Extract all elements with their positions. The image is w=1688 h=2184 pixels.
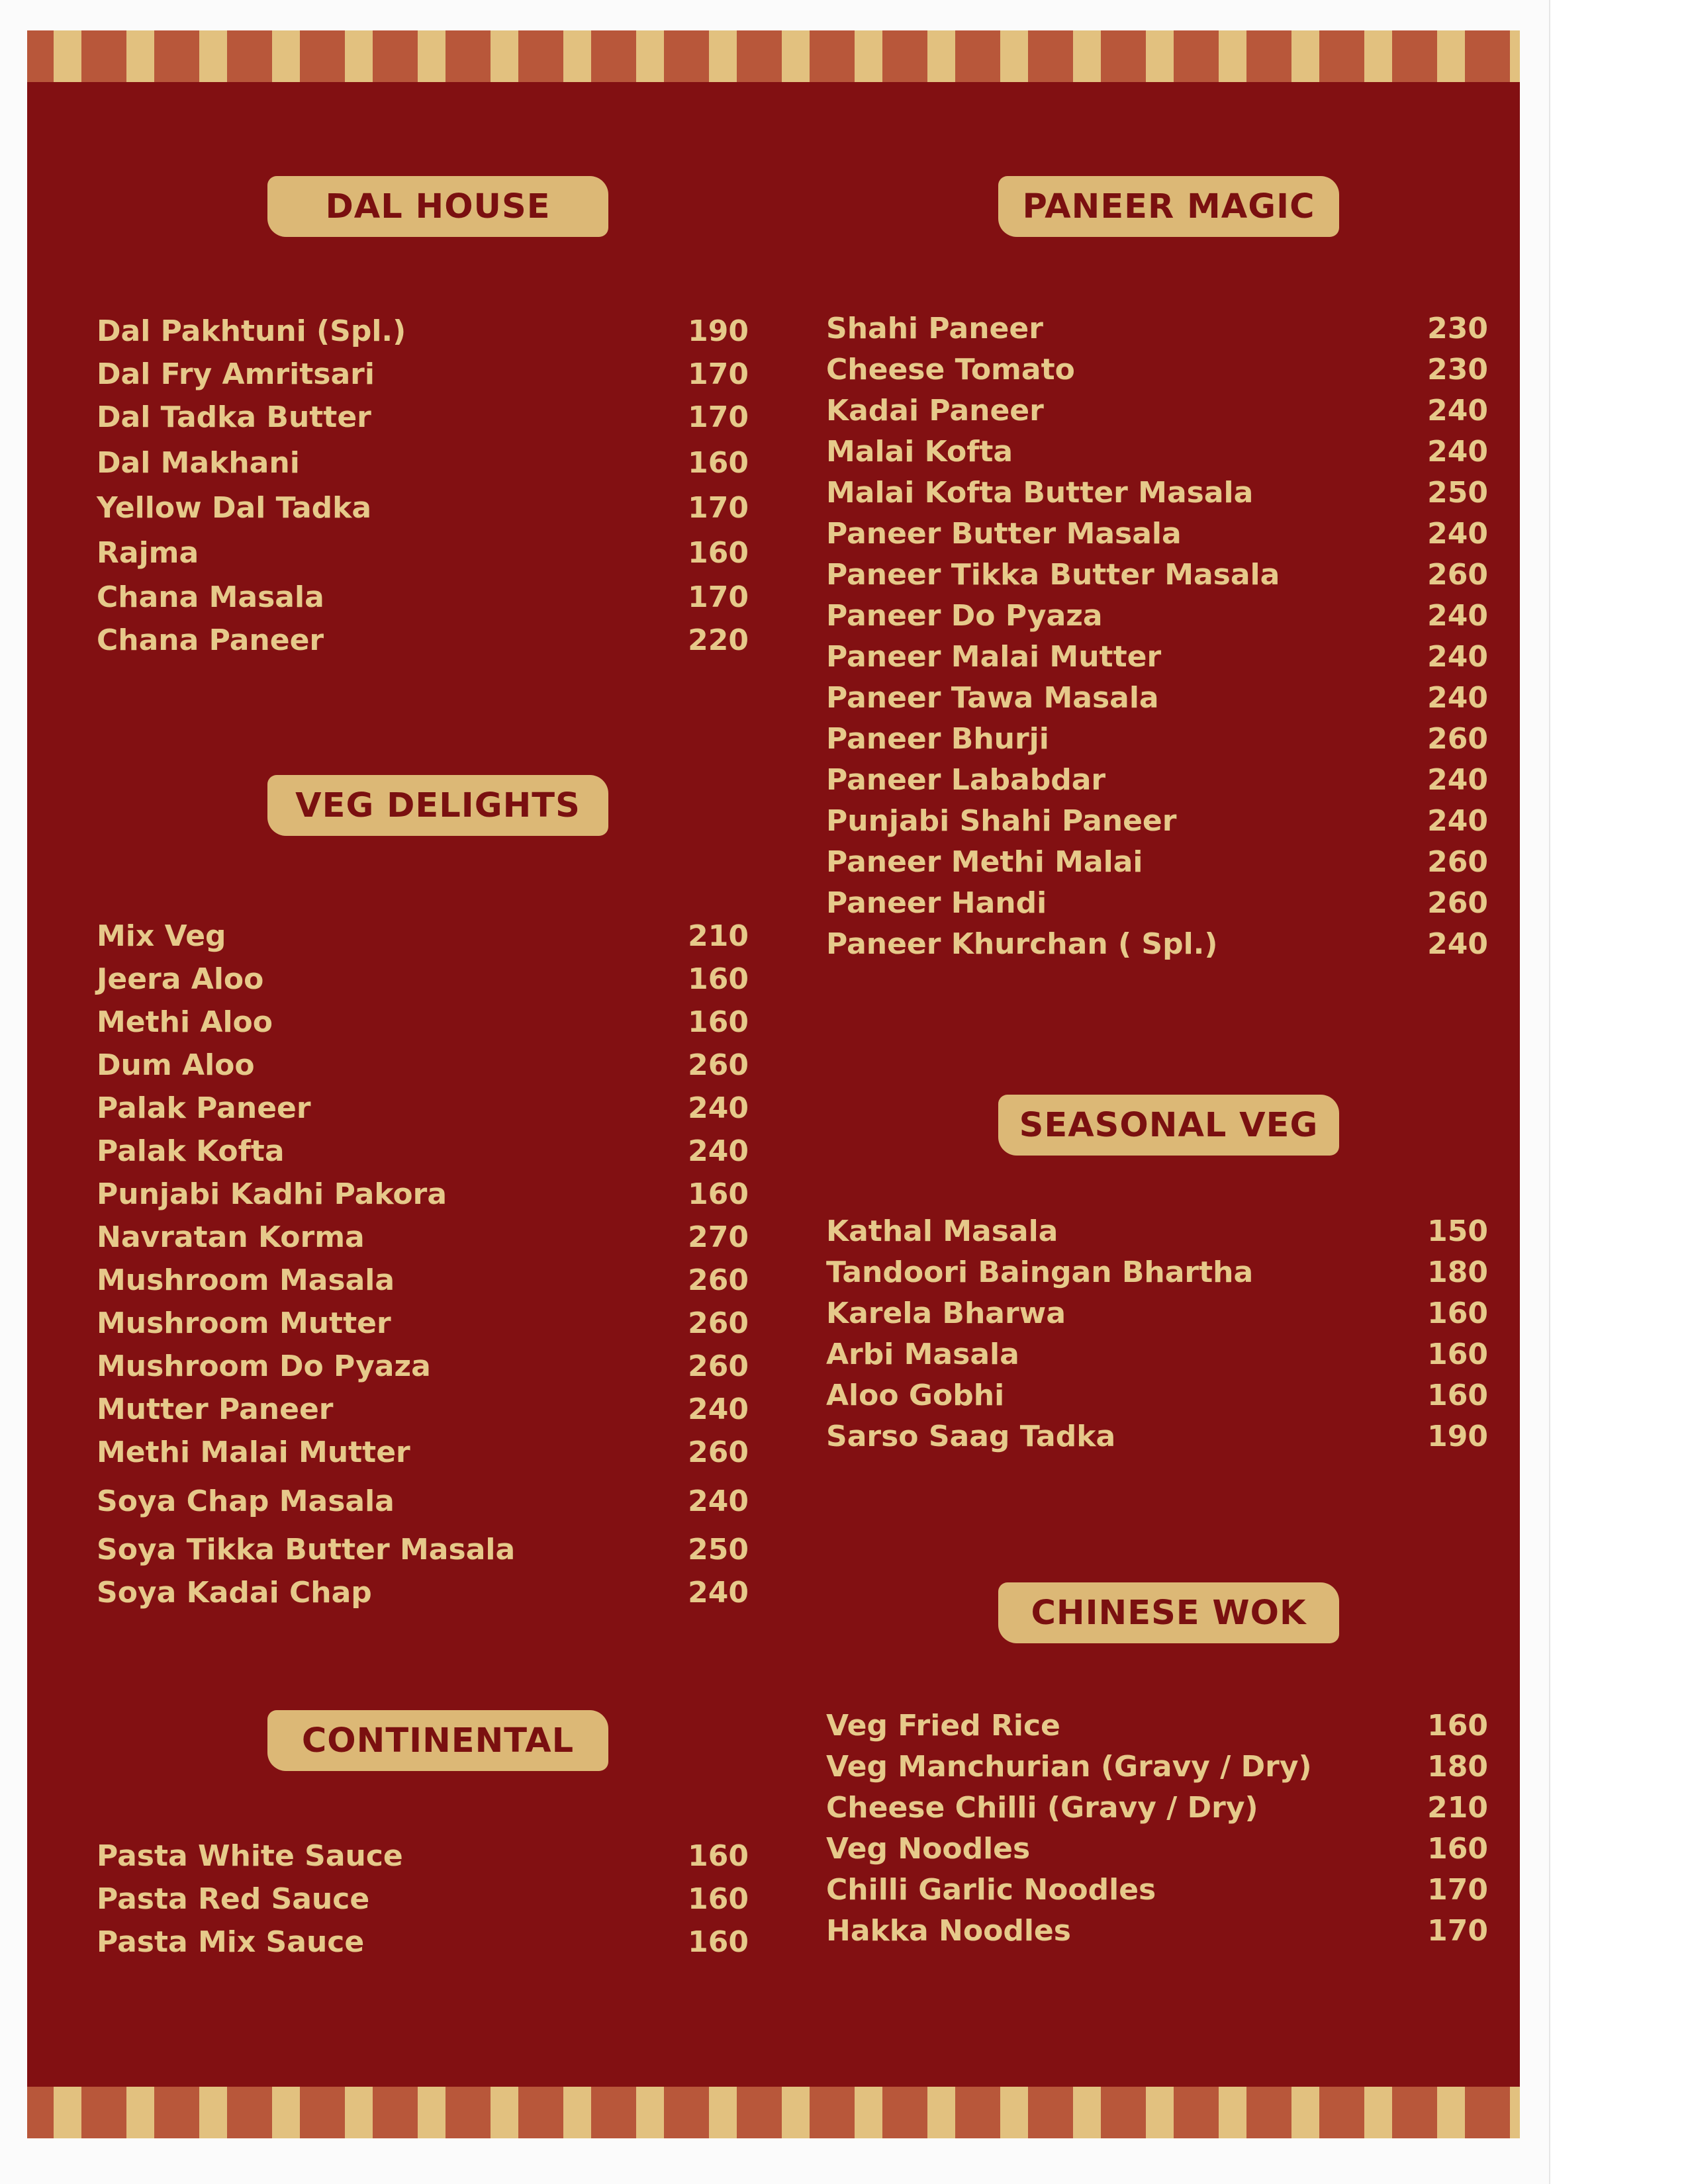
menu-item	[826, 1828, 1488, 1869]
menu-item-name: Paneer Malai Mutter	[826, 639, 1162, 674]
menu-item-name: Mix Veg	[97, 919, 226, 953]
menu-item	[826, 513, 1488, 554]
menu-item-price: 240	[1427, 598, 1488, 633]
menu-item	[97, 915, 749, 958]
menu-item-price: 170	[1427, 1872, 1488, 1907]
menu-item	[97, 1878, 749, 1921]
item-list	[826, 1705, 1488, 1951]
menu-item-name: Veg Fried Rice	[826, 1708, 1060, 1743]
menu-item	[826, 882, 1488, 923]
menu-item	[826, 1334, 1488, 1375]
menu-item-name: Punjabi Kadhi Pakora	[97, 1177, 447, 1211]
section-title: DAL HOUSE	[267, 176, 608, 237]
menu-item-name: Karela Bharwa	[826, 1296, 1066, 1330]
menu-item-name: Veg Manchurian (Gravy / Dry)	[826, 1749, 1312, 1784]
menu-item-name: Pasta White Sauce	[97, 1839, 403, 1873]
menu-item	[826, 1293, 1488, 1334]
menu-item	[97, 1302, 749, 1345]
menu-item-name: Jeera Aloo	[97, 962, 264, 996]
menu-item-name: Punjabi Shahi Paneer	[826, 803, 1177, 838]
menu-item-price: 240	[1427, 516, 1488, 551]
menu-item-name: Chana Masala	[97, 580, 324, 614]
menu-item-name: Mushroom Mutter	[97, 1306, 391, 1340]
menu-item-price: 160	[688, 535, 749, 570]
menu-item-price: 240	[688, 1484, 749, 1518]
menu-item	[97, 1431, 749, 1474]
menu-item-price: 250	[688, 1533, 749, 1567]
menu-item-price: 190	[688, 314, 749, 348]
menu-item-price: 190	[1427, 1419, 1488, 1453]
menu-item-name: Methi Malai Mutter	[97, 1435, 410, 1469]
menu-item	[826, 472, 1488, 513]
menu-item	[97, 1044, 749, 1087]
menu-item-price: 260	[688, 1263, 749, 1297]
menu-item-price: 160	[688, 1177, 749, 1211]
menu-item-name: Cheese Tomato	[826, 352, 1075, 387]
menu-item-name: Chilli Garlic Noodles	[826, 1872, 1156, 1907]
menu-item-name: Aloo Gobhi	[826, 1378, 1005, 1412]
menu-item-name: Paneer Tikka Butter Masala	[826, 557, 1280, 592]
section-title: CONTINENTAL	[267, 1710, 608, 1771]
menu-item-name: Soya Chap Masala	[97, 1484, 395, 1518]
menu-item-price: 250	[1427, 475, 1488, 510]
menu-item-price: 260	[1427, 721, 1488, 756]
menu-item-name: Methi Aloo	[97, 1005, 273, 1039]
menu-item	[97, 310, 749, 353]
menu-item-price: 260	[688, 1306, 749, 1340]
menu-item-price: 240	[1427, 680, 1488, 715]
menu-item-name: Kadai Paneer	[826, 393, 1044, 428]
menu-item-name: Paneer Lababdar	[826, 762, 1106, 797]
menu-item-name: Cheese Chilli (Gravy / Dry)	[826, 1790, 1258, 1825]
menu-item-price: 160	[1427, 1296, 1488, 1330]
menu-item	[97, 1173, 749, 1216]
menu-item-name: Paneer Bhurji	[826, 721, 1049, 756]
menu-item	[97, 1130, 749, 1173]
menu-item	[97, 486, 749, 529]
menu-item	[97, 1259, 749, 1302]
menu-item-name: Pasta Mix Sauce	[97, 1925, 365, 1959]
menu-item	[826, 1375, 1488, 1416]
menu-item-price: 160	[688, 445, 749, 480]
section-title: VEG DELIGHTS	[267, 775, 608, 836]
menu-item-name: Soya Kadai Chap	[97, 1576, 372, 1610]
menu-item-name: Kathal Masala	[826, 1214, 1058, 1248]
menu-item-price: 160	[688, 1005, 749, 1039]
menu-item-price: 180	[1427, 1749, 1488, 1784]
menu-item-name: Dum Aloo	[97, 1048, 255, 1082]
menu-item	[826, 1210, 1488, 1251]
menu-item-name: Shahi Paneer	[826, 311, 1043, 345]
menu-item-name: Hakka Noodles	[826, 1913, 1071, 1948]
menu-item-name: Mutter Paneer	[97, 1392, 334, 1426]
menu-item-price: 270	[688, 1220, 749, 1254]
menu-item	[826, 308, 1488, 349]
menu-item-name: Mushroom Do Pyaza	[97, 1349, 431, 1383]
menu-item	[97, 1528, 749, 1571]
menu-item-name: Dal Makhani	[97, 445, 300, 480]
menu-item	[826, 1746, 1488, 1787]
menu-item-price: 160	[1427, 1337, 1488, 1371]
menu-item-name: Mushroom Masala	[97, 1263, 395, 1297]
menu-item-name: Paneer Butter Masala	[826, 516, 1182, 551]
item-list	[826, 308, 1488, 964]
menu-item	[97, 1216, 749, 1259]
menu-item-price: 240	[688, 1576, 749, 1610]
menu-item	[826, 759, 1488, 800]
menu-item	[97, 353, 749, 396]
menu-item	[97, 1474, 749, 1528]
menu-item	[97, 619, 749, 662]
menu-item-name: Soya Tikka Butter Masala	[97, 1533, 516, 1567]
menu-item	[97, 1087, 749, 1130]
menu-item-price: 160	[1427, 1708, 1488, 1743]
menu-card	[27, 30, 1520, 2138]
menu-item	[97, 958, 749, 1001]
menu-item-name: Dal Fry Amritsari	[97, 357, 375, 391]
menu-item-price: 260	[688, 1349, 749, 1383]
menu-item-price: 210	[688, 919, 749, 953]
menu-item	[97, 529, 749, 576]
menu-item-price: 240	[1427, 927, 1488, 961]
menu-item-price: 240	[1427, 393, 1488, 428]
menu-item	[826, 595, 1488, 636]
menu-item-name: Dal Pakhtuni (Spl.)	[97, 314, 406, 348]
menu-item	[97, 1345, 749, 1388]
menu-item	[826, 1869, 1488, 1910]
menu-item-price: 160	[1427, 1378, 1488, 1412]
menu-item-name: Pasta Red Sauce	[97, 1882, 370, 1916]
menu-item	[826, 1251, 1488, 1293]
menu-item-price: 170	[688, 580, 749, 614]
menu-item	[826, 923, 1488, 964]
menu-item-price: 240	[688, 1392, 749, 1426]
item-list	[97, 915, 749, 1614]
menu-item-name: Tandoori Baingan Bhartha	[826, 1255, 1254, 1289]
menu-item	[826, 431, 1488, 472]
menu-item-price: 230	[1427, 311, 1488, 345]
section-title: SEASONAL VEG	[998, 1095, 1339, 1156]
menu-item-price: 260	[1427, 557, 1488, 592]
menu-item-name: Paneer Do Pyaza	[826, 598, 1103, 633]
top-decorative-border	[27, 30, 1520, 82]
menu-item-price: 180	[1427, 1255, 1488, 1289]
menu-item-name: Palak Paneer	[97, 1091, 311, 1125]
menu-item-price: 160	[688, 1839, 749, 1873]
menu-item-price: 150	[1427, 1214, 1488, 1248]
item-list	[826, 1210, 1488, 1457]
item-list	[97, 310, 749, 662]
menu-item	[826, 554, 1488, 595]
menu-item	[97, 1571, 749, 1614]
menu-item-price: 160	[688, 1882, 749, 1916]
menu-item-price: 260	[1427, 844, 1488, 879]
menu-item	[826, 718, 1488, 759]
menu-item-price: 170	[688, 400, 749, 434]
menu-item-price: 240	[1427, 803, 1488, 838]
menu-item-price: 160	[1427, 1831, 1488, 1866]
menu-item-price: 160	[688, 1925, 749, 1959]
menu-item	[97, 1835, 749, 1878]
menu-item-price: 210	[1427, 1790, 1488, 1825]
menu-item	[826, 841, 1488, 882]
menu-item-name: Paneer Tawa Masala	[826, 680, 1159, 715]
menu-item	[826, 349, 1488, 390]
menu-item-price: 170	[688, 357, 749, 391]
menu-item-price: 260	[688, 1435, 749, 1469]
menu-item	[826, 1910, 1488, 1951]
menu-item	[97, 1388, 749, 1431]
menu-item	[826, 390, 1488, 431]
menu-item-price: 170	[1427, 1913, 1488, 1948]
menu-item-price: 260	[688, 1048, 749, 1082]
menu-item	[97, 396, 749, 439]
menu-item-name: Paneer Methi Malai	[826, 844, 1143, 879]
menu-item-name: Yellow Dal Tadka	[97, 491, 372, 525]
menu-item	[826, 1416, 1488, 1457]
menu-item-name: Sarso Saag Tadka	[826, 1419, 1116, 1453]
menu-item-price: 240	[1427, 434, 1488, 469]
section-title: CHINESE WOK	[998, 1582, 1339, 1643]
menu-item-name: Dal Tadka Butter	[97, 400, 371, 434]
menu-item-name: Paneer Khurchan ( Spl.)	[826, 927, 1218, 961]
menu-item-price: 220	[688, 623, 749, 657]
menu-item-name: Veg Noodles	[826, 1831, 1031, 1866]
menu-item-name: Rajma	[97, 535, 199, 570]
menu-item-name: Malai Kofta Butter Masala	[826, 475, 1254, 510]
menu-item-price: 260	[1427, 886, 1488, 920]
menu-item	[97, 1001, 749, 1044]
menu-item-name: Chana Paneer	[97, 623, 324, 657]
menu-item	[826, 677, 1488, 718]
menu-item	[97, 576, 749, 619]
bottom-decorative-border	[27, 2087, 1520, 2138]
item-list	[97, 1835, 749, 1964]
menu-item-price: 240	[1427, 762, 1488, 797]
menu-item-price: 240	[688, 1134, 749, 1168]
menu-item-name: Paneer Handi	[826, 886, 1047, 920]
menu-item	[826, 1705, 1488, 1746]
menu-item-name: Navratan Korma	[97, 1220, 365, 1254]
menu-item	[826, 800, 1488, 841]
menu-item	[97, 1921, 749, 1964]
menu-item-name: Arbi Masala	[826, 1337, 1019, 1371]
menu-item	[826, 1787, 1488, 1828]
menu-item	[97, 439, 749, 486]
menu-item-price: 170	[688, 491, 749, 525]
menu-item-price: 240	[688, 1091, 749, 1125]
menu-item-price: 240	[1427, 639, 1488, 674]
menu-item-price: 160	[688, 962, 749, 996]
menu-item-name: Palak Kofta	[97, 1134, 285, 1168]
menu-item-price: 230	[1427, 352, 1488, 387]
menu-item-name: Malai Kofta	[826, 434, 1013, 469]
section-title: PANEER MAGIC	[998, 176, 1339, 237]
menu-item	[826, 636, 1488, 677]
